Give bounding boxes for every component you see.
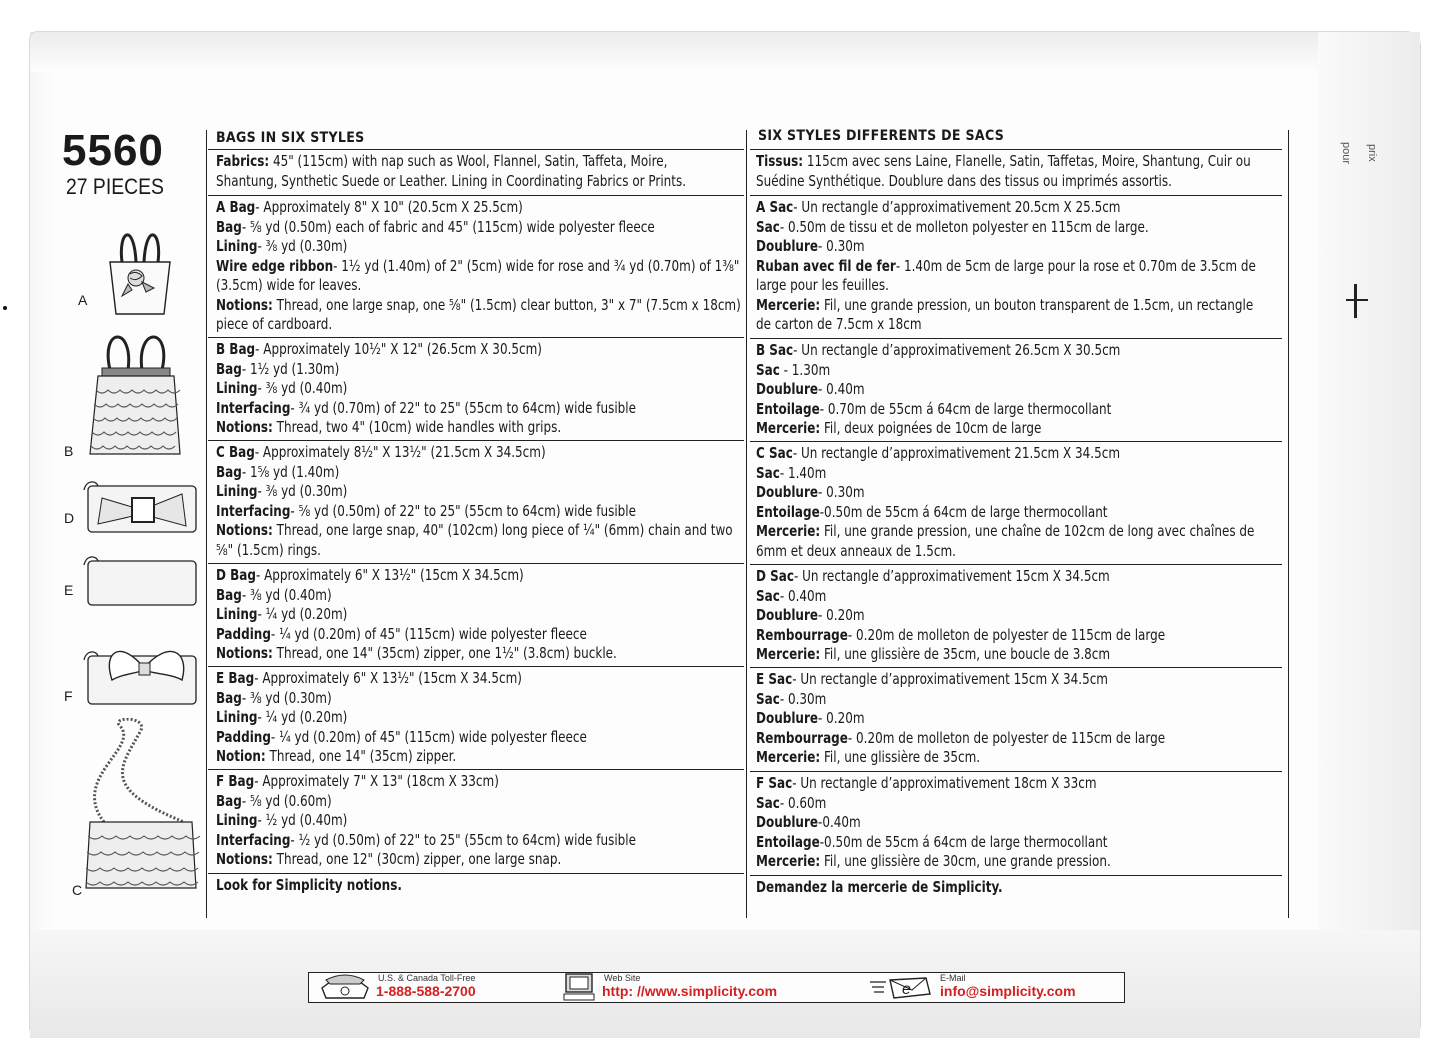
field-value: - 1⅝ yd (1.40m) bbox=[241, 462, 340, 481]
field-value: Thread, one large snap, one ⅝" (1.5cm) clear button, 3" x 7" (7.5cm x 18cm) bbox=[272, 295, 741, 314]
french-line bbox=[756, 794, 1111, 814]
french-separator bbox=[750, 564, 1282, 565]
french-line bbox=[756, 670, 1165, 690]
english-title-rule bbox=[208, 149, 744, 150]
french-line bbox=[756, 380, 1120, 400]
edge-mark-bar bbox=[1346, 299, 1368, 301]
english-separator bbox=[208, 337, 744, 338]
french-separator bbox=[750, 195, 1282, 196]
field-label: Entoilage bbox=[756, 832, 820, 851]
field-label: Bag bbox=[216, 585, 242, 604]
field-label: D Bag bbox=[216, 566, 256, 584]
english-line bbox=[216, 747, 587, 767]
field-value: - 0.70m de 55cm á 64cm de large thermocollant bbox=[819, 399, 1112, 418]
field-label: Entoilage bbox=[756, 502, 820, 521]
field-label: Demandez la mercerie de Simplicity. bbox=[756, 878, 1003, 896]
field-value: - 0.20m de molleton de polyester de 115cm de large bbox=[847, 728, 1166, 747]
field-value: - ⅝ yd (0.60m) bbox=[241, 791, 332, 810]
french-line bbox=[756, 257, 1256, 277]
english-block-7 bbox=[216, 876, 402, 896]
field-label: F Sac bbox=[756, 774, 793, 792]
english-line bbox=[216, 443, 733, 463]
field-label: Doublure bbox=[756, 237, 819, 255]
phone-caption: U.S. & Canada Toll-Free bbox=[378, 973, 476, 983]
side-label-prix: prix bbox=[1366, 144, 1378, 162]
english-line bbox=[216, 198, 741, 218]
french-line bbox=[756, 296, 1256, 316]
french-line bbox=[756, 852, 1111, 872]
english-line bbox=[216, 315, 741, 335]
field-value: - Un rectangle d’approximativement 20.5cm X 25.5cm bbox=[793, 198, 1121, 216]
english-line bbox=[216, 644, 617, 664]
english-line bbox=[216, 586, 617, 606]
field-label: Padding bbox=[216, 624, 271, 643]
svg-text:e: e bbox=[902, 981, 911, 998]
french-title-rule bbox=[750, 149, 1282, 150]
web-caption: Web Site bbox=[604, 973, 641, 983]
field-label: A Sac bbox=[756, 198, 794, 216]
french-line bbox=[756, 483, 1254, 503]
french-line bbox=[756, 361, 1120, 381]
field-label: Mercerie: bbox=[756, 852, 821, 870]
field-label: E Bag bbox=[216, 669, 255, 687]
field-label: Entoilage bbox=[756, 399, 820, 418]
french-line bbox=[756, 709, 1165, 729]
english-line bbox=[216, 708, 587, 728]
french-block-4 bbox=[756, 567, 1165, 665]
english-line bbox=[216, 237, 741, 257]
english-line bbox=[216, 566, 617, 586]
field-label: Ruban avec fil de fer bbox=[756, 256, 896, 275]
english-block-6 bbox=[216, 772, 636, 870]
field-value: - Approximately 8½" X 13½" (21.5cm X 34.5cm) bbox=[254, 443, 546, 461]
field-value: 115cm avec sens Laine, Flanelle, Satin, Taffetas, Moire, Shantung, Cuir ou bbox=[803, 152, 1251, 170]
view-label-c: C bbox=[72, 882, 83, 898]
english-line bbox=[216, 850, 636, 870]
field-label: Bag bbox=[216, 688, 242, 707]
french-separator bbox=[750, 338, 1282, 339]
field-value: - 1½ yd (1.40m) of 2" (5cm) wide for rose and ¾ yd (0.70m) of 1⅜" bbox=[333, 256, 740, 275]
field-label: Mercerie: bbox=[756, 748, 821, 766]
view-label-d: D bbox=[64, 510, 75, 526]
field-label: Lining bbox=[216, 605, 258, 623]
field-value: - ⅝ yd (0.50m) each of fabric and 45" (115cm) wide polyester fleece bbox=[241, 217, 655, 236]
field-value: - Approximately 6" X 13½" (15cm X 34.5cm) bbox=[254, 669, 522, 687]
english-line bbox=[216, 379, 636, 399]
french-line bbox=[756, 419, 1120, 439]
field-value: - Un rectangle d’approximativement 21.5cm X 34.5cm bbox=[792, 444, 1121, 462]
english-line bbox=[216, 482, 733, 502]
field-value: 6mm et deux anneaux de 1.5cm. bbox=[756, 541, 956, 560]
envelope-fold-right bbox=[1318, 32, 1420, 1032]
bag-e-illustration bbox=[82, 553, 202, 613]
field-label: Mercerie: bbox=[756, 419, 821, 437]
french-line bbox=[756, 645, 1165, 665]
english-line bbox=[216, 811, 636, 831]
field-label: Tissus: bbox=[756, 152, 804, 170]
field-label: Bag bbox=[216, 359, 242, 378]
english-separator bbox=[208, 873, 744, 874]
english-line bbox=[216, 218, 741, 238]
french-separator bbox=[750, 441, 1282, 442]
field-value: - 0.50m de tissu et de molleton polyester en 115cm de large. bbox=[779, 217, 1149, 236]
field-value: - Approximately 10½" X 12" (26.5cm X 30.5cm) bbox=[255, 340, 542, 358]
french-line bbox=[756, 400, 1120, 420]
field-label: Look for Simplicity notions. bbox=[216, 876, 402, 894]
field-value: - Approximately 7" X 13" (18cm X 33cm) bbox=[254, 772, 499, 790]
field-value: ⅝" (1.5cm) rings. bbox=[216, 540, 321, 559]
english-line bbox=[216, 792, 636, 812]
english-line bbox=[216, 521, 733, 541]
field-label: Sac bbox=[756, 586, 780, 605]
field-value: - ⅝ yd (0.50m) of 22" to 25" (55cm to 64cm) wide fusible bbox=[290, 501, 636, 520]
french-line bbox=[756, 237, 1256, 257]
french-line bbox=[756, 152, 1251, 172]
french-block-0 bbox=[756, 152, 1251, 191]
english-line bbox=[216, 463, 733, 483]
field-label: B Bag bbox=[216, 340, 256, 358]
english-line bbox=[216, 625, 617, 645]
english-line bbox=[216, 689, 587, 709]
field-label: D Sac bbox=[756, 567, 794, 585]
field-label: Fabrics: bbox=[216, 152, 270, 170]
column-divider-middle bbox=[746, 130, 747, 918]
field-label: Mercerie: bbox=[756, 295, 821, 314]
field-label: Sac bbox=[756, 463, 780, 482]
phone-number: 1-888-588-2700 bbox=[376, 983, 476, 999]
field-value: Thread, one 14" (35cm) zipper, one 1½" (3.8cm) buckle. bbox=[272, 644, 617, 662]
english-separator bbox=[208, 666, 744, 667]
english-block-5 bbox=[216, 669, 587, 767]
field-label: Doublure bbox=[756, 380, 819, 398]
english-line bbox=[216, 541, 733, 561]
french-line bbox=[756, 878, 1003, 898]
field-value: - ¼ yd (0.20m) bbox=[257, 708, 348, 726]
field-value: Thread, two 4" (10cm) wide handles with grips. bbox=[272, 418, 562, 436]
field-value: - ⅜ yd (0.30m) bbox=[241, 688, 332, 707]
french-separator bbox=[750, 667, 1282, 668]
french-line bbox=[756, 315, 1256, 335]
field-value: Fil, deux poignées de 10cm de large bbox=[820, 419, 1042, 437]
field-value: - ¼ yd (0.20m) of 45" (115cm) wide polyester fleece bbox=[270, 624, 587, 643]
english-line bbox=[216, 728, 587, 748]
column-divider-left bbox=[206, 130, 207, 918]
phone-icon bbox=[320, 974, 370, 1000]
field-label: E Sac bbox=[756, 670, 793, 688]
field-label: B Sac bbox=[756, 341, 794, 359]
english-line bbox=[216, 831, 636, 851]
column-divider-right bbox=[1288, 130, 1289, 918]
field-value: - 0.20m bbox=[818, 606, 865, 624]
field-value: Fil, une glissière de 30cm, une grande pression. bbox=[820, 852, 1111, 870]
field-value: large pour les feuilles. bbox=[756, 276, 889, 294]
bag-f-illustration bbox=[82, 630, 202, 714]
computer-icon bbox=[562, 972, 598, 1002]
side-label-pour: pour bbox=[1340, 142, 1352, 165]
english-line bbox=[216, 876, 402, 896]
english-line bbox=[216, 669, 587, 689]
english-line bbox=[216, 772, 636, 792]
field-value: - 0.60m bbox=[779, 793, 827, 812]
view-label-e: E bbox=[64, 582, 74, 598]
field-value: Fil, une glissière de 35cm. bbox=[820, 748, 981, 766]
french-line bbox=[756, 503, 1254, 523]
french-block-7 bbox=[756, 878, 1003, 898]
field-value: - 0.20m de molleton de polyester de 115cm de large bbox=[847, 625, 1166, 644]
field-label: Doublure bbox=[756, 813, 819, 831]
field-value: -0.40m bbox=[818, 813, 861, 831]
field-value: 45" (115cm) with nap such as Wool, Flannel, Satin, Taffeta, Moire, bbox=[269, 152, 668, 170]
field-value: - ¼ yd (0.20m) of 45" (115cm) wide polyester fleece bbox=[270, 727, 587, 746]
field-label: Lining bbox=[216, 379, 258, 397]
field-label: Bag bbox=[216, 217, 242, 236]
french-title: SIX STYLES DIFFERENTS DE SACS bbox=[758, 128, 1005, 144]
field-value: - ¼ yd (0.20m) bbox=[257, 605, 348, 623]
english-line bbox=[216, 276, 741, 296]
email-address[interactable]: info@simplicity.com bbox=[940, 983, 1076, 999]
field-value: Fil, une glissière de 35cm, une boucle de 3.8cm bbox=[820, 645, 1111, 663]
french-line bbox=[756, 276, 1256, 296]
english-line bbox=[216, 605, 617, 625]
field-label: Sac bbox=[756, 689, 780, 708]
field-value: Thread, one large snap, 40" (102cm) long piece of ¼" (6mm) chain and two bbox=[272, 521, 733, 539]
field-label: Bag bbox=[216, 462, 242, 481]
french-line bbox=[756, 198, 1256, 218]
french-line bbox=[756, 774, 1111, 794]
field-value: Shantung, Synthetic Suede or Leather. Lining in Coordinating Fabrics or Prints. bbox=[216, 171, 687, 190]
french-line bbox=[756, 729, 1165, 749]
field-value: - Un rectangle d’approximativement 15cm X 34.5cm bbox=[793, 567, 1110, 585]
field-label: Notion: bbox=[216, 747, 266, 765]
field-value: - ⅜ yd (0.30m) bbox=[257, 237, 348, 255]
english-block-2 bbox=[216, 340, 636, 438]
field-value: Thread, one 12" (30cm) zipper, one large snap. bbox=[272, 850, 562, 868]
field-label: Notions: bbox=[216, 295, 273, 314]
field-value: - ½ yd (0.50m) of 22" to 25" (55cm to 64cm) wide fusible bbox=[290, 830, 636, 849]
field-value: - ⅜ yd (0.30m) bbox=[257, 482, 348, 500]
field-label: C Sac bbox=[756, 444, 793, 462]
field-label: Sac bbox=[756, 217, 780, 236]
pattern-number: 5560 bbox=[62, 126, 164, 175]
french-line bbox=[756, 464, 1254, 484]
french-line bbox=[756, 833, 1111, 853]
field-label: A Bag bbox=[216, 198, 256, 216]
field-label: Interfacing bbox=[216, 501, 291, 520]
field-label: Padding bbox=[216, 727, 271, 746]
bag-c-illustration bbox=[80, 718, 202, 894]
field-value: - ½ yd (0.40m) bbox=[257, 811, 348, 829]
field-label: Sac bbox=[756, 360, 780, 379]
english-line bbox=[216, 152, 686, 172]
french-line bbox=[756, 172, 1251, 192]
view-label-f: F bbox=[64, 688, 73, 704]
field-label: Mercerie: bbox=[756, 522, 821, 540]
field-value: -0.50m de 55cm á 64cm de large thermocollant bbox=[819, 832, 1108, 851]
english-line bbox=[216, 418, 636, 438]
field-value: - 1½ yd (1.30m) bbox=[241, 359, 340, 378]
french-block-1 bbox=[756, 198, 1256, 335]
english-line bbox=[216, 340, 636, 360]
field-label: Notions: bbox=[216, 521, 273, 539]
french-line bbox=[756, 522, 1254, 542]
french-line bbox=[756, 690, 1165, 710]
field-value: Thread, one 14" (35cm) zipper. bbox=[265, 747, 457, 765]
web-address[interactable]: http: //www.simplicity.com bbox=[602, 983, 778, 999]
edge-mark bbox=[1354, 284, 1357, 318]
french-line bbox=[756, 587, 1165, 607]
field-value: - ¾ yd (0.70m) of 22" to 25" (55cm to 64cm) wide fusible bbox=[290, 398, 636, 417]
field-label: Mercerie: bbox=[756, 645, 821, 663]
field-label: Rembourrage bbox=[756, 625, 848, 644]
view-label-a: A bbox=[78, 292, 88, 308]
french-block-3 bbox=[756, 444, 1254, 561]
field-label: Doublure bbox=[756, 606, 819, 624]
field-value: piece of cardboard. bbox=[216, 315, 333, 333]
french-separator bbox=[750, 875, 1282, 876]
english-separator bbox=[208, 440, 744, 441]
french-line bbox=[756, 341, 1120, 361]
field-label: Doublure bbox=[756, 483, 819, 501]
field-value: - 1.30m bbox=[779, 360, 831, 379]
field-value: - Un rectangle d’approximativement 26.5cm X 30.5cm bbox=[793, 341, 1121, 359]
bag-b-illustration bbox=[80, 330, 190, 460]
field-label: Lining bbox=[216, 237, 258, 255]
email-icon bbox=[868, 974, 934, 1000]
edge-dot bbox=[3, 306, 7, 310]
field-label: Notions: bbox=[216, 850, 273, 868]
english-block-0 bbox=[216, 152, 686, 191]
field-label: Lining bbox=[216, 708, 258, 726]
bag-d-illustration bbox=[82, 476, 202, 546]
french-line bbox=[756, 444, 1254, 464]
english-separator bbox=[208, 769, 744, 770]
bag-a-illustration bbox=[100, 222, 180, 320]
english-block-3 bbox=[216, 443, 733, 560]
english-line bbox=[216, 257, 741, 277]
field-label: Notions: bbox=[216, 644, 273, 662]
french-block-2 bbox=[756, 341, 1120, 439]
field-label: Interfacing bbox=[216, 830, 291, 849]
french-separator bbox=[750, 771, 1282, 772]
field-value: Suédine Synthétique. Doublure dans des tissus ou imprimés assortis. bbox=[756, 171, 1172, 190]
english-line bbox=[216, 296, 741, 316]
field-label: Bag bbox=[216, 791, 242, 810]
english-block-1 bbox=[216, 198, 741, 335]
field-value: Fil, une grande pression, un bouton transparent de 1.5cm, un rectangle bbox=[820, 295, 1254, 314]
field-value: -0.50m de 55cm á 64cm de large thermocollant bbox=[819, 502, 1108, 521]
field-label: Doublure bbox=[756, 709, 819, 727]
french-line bbox=[756, 606, 1165, 626]
field-value: - ⅜ yd (0.40m) bbox=[257, 379, 348, 397]
field-value: - 0.30m bbox=[818, 483, 865, 501]
english-title: BAGS IN SIX STYLES bbox=[216, 130, 365, 146]
field-value: - Approximately 6" X 13½" (15cm X 34.5cm) bbox=[255, 566, 524, 584]
pieces-count: 27 PIECES bbox=[66, 174, 164, 199]
field-label: Notions: bbox=[216, 418, 273, 436]
english-separator bbox=[208, 195, 744, 196]
field-label: Lining bbox=[216, 482, 258, 500]
envelope-fold-top bbox=[30, 32, 1420, 72]
french-line bbox=[756, 542, 1254, 562]
field-value: - Approximately 8" X 10" (20.5cm X 25.5cm) bbox=[255, 198, 523, 216]
field-value: Fil, une grande pression, une chaîne de 102cm de long avec chaînes de bbox=[820, 522, 1255, 540]
email-caption: E-Mail bbox=[940, 973, 966, 983]
field-label: Sac bbox=[756, 793, 780, 812]
field-value: - 0.40m bbox=[779, 586, 827, 605]
english-line bbox=[216, 360, 636, 380]
field-value: - ⅜ yd (0.40m) bbox=[241, 585, 332, 604]
field-value: - Un rectangle d’approximativement 18cm X 33cm bbox=[792, 774, 1097, 792]
field-value: de carton de 7.5cm x 18cm bbox=[756, 315, 922, 333]
field-value: - 1.40m de 5cm de large pour la rose et 0.70m de 3.5cm de bbox=[895, 256, 1256, 275]
english-line bbox=[216, 502, 733, 522]
field-label: C Bag bbox=[216, 443, 255, 461]
english-separator bbox=[208, 563, 744, 564]
field-value: - Un rectangle d’approximativement 15cm X 34.5cm bbox=[792, 670, 1108, 688]
view-label-b: B bbox=[64, 443, 74, 459]
french-block-6 bbox=[756, 774, 1111, 872]
field-value: - 0.30m bbox=[818, 237, 865, 255]
french-block-5 bbox=[756, 670, 1165, 768]
field-value: - 1.40m bbox=[779, 463, 827, 482]
field-value: (3.5cm) wide for leaves. bbox=[216, 276, 362, 294]
english-line bbox=[216, 399, 636, 419]
field-label: Interfacing bbox=[216, 398, 291, 417]
english-line bbox=[216, 172, 686, 192]
field-value: - 0.20m bbox=[818, 709, 865, 727]
field-label: Wire edge ribbon bbox=[216, 256, 334, 275]
field-value: - 0.40m bbox=[818, 380, 865, 398]
french-line bbox=[756, 218, 1256, 238]
field-label: F Bag bbox=[216, 772, 255, 790]
french-line bbox=[756, 748, 1165, 768]
field-value: - 0.30m bbox=[779, 689, 827, 708]
french-line bbox=[756, 567, 1165, 587]
field-label: Rembourrage bbox=[756, 728, 848, 747]
french-line bbox=[756, 626, 1165, 646]
english-block-4 bbox=[216, 566, 617, 664]
french-line bbox=[756, 813, 1111, 833]
field-label: Lining bbox=[216, 811, 258, 829]
